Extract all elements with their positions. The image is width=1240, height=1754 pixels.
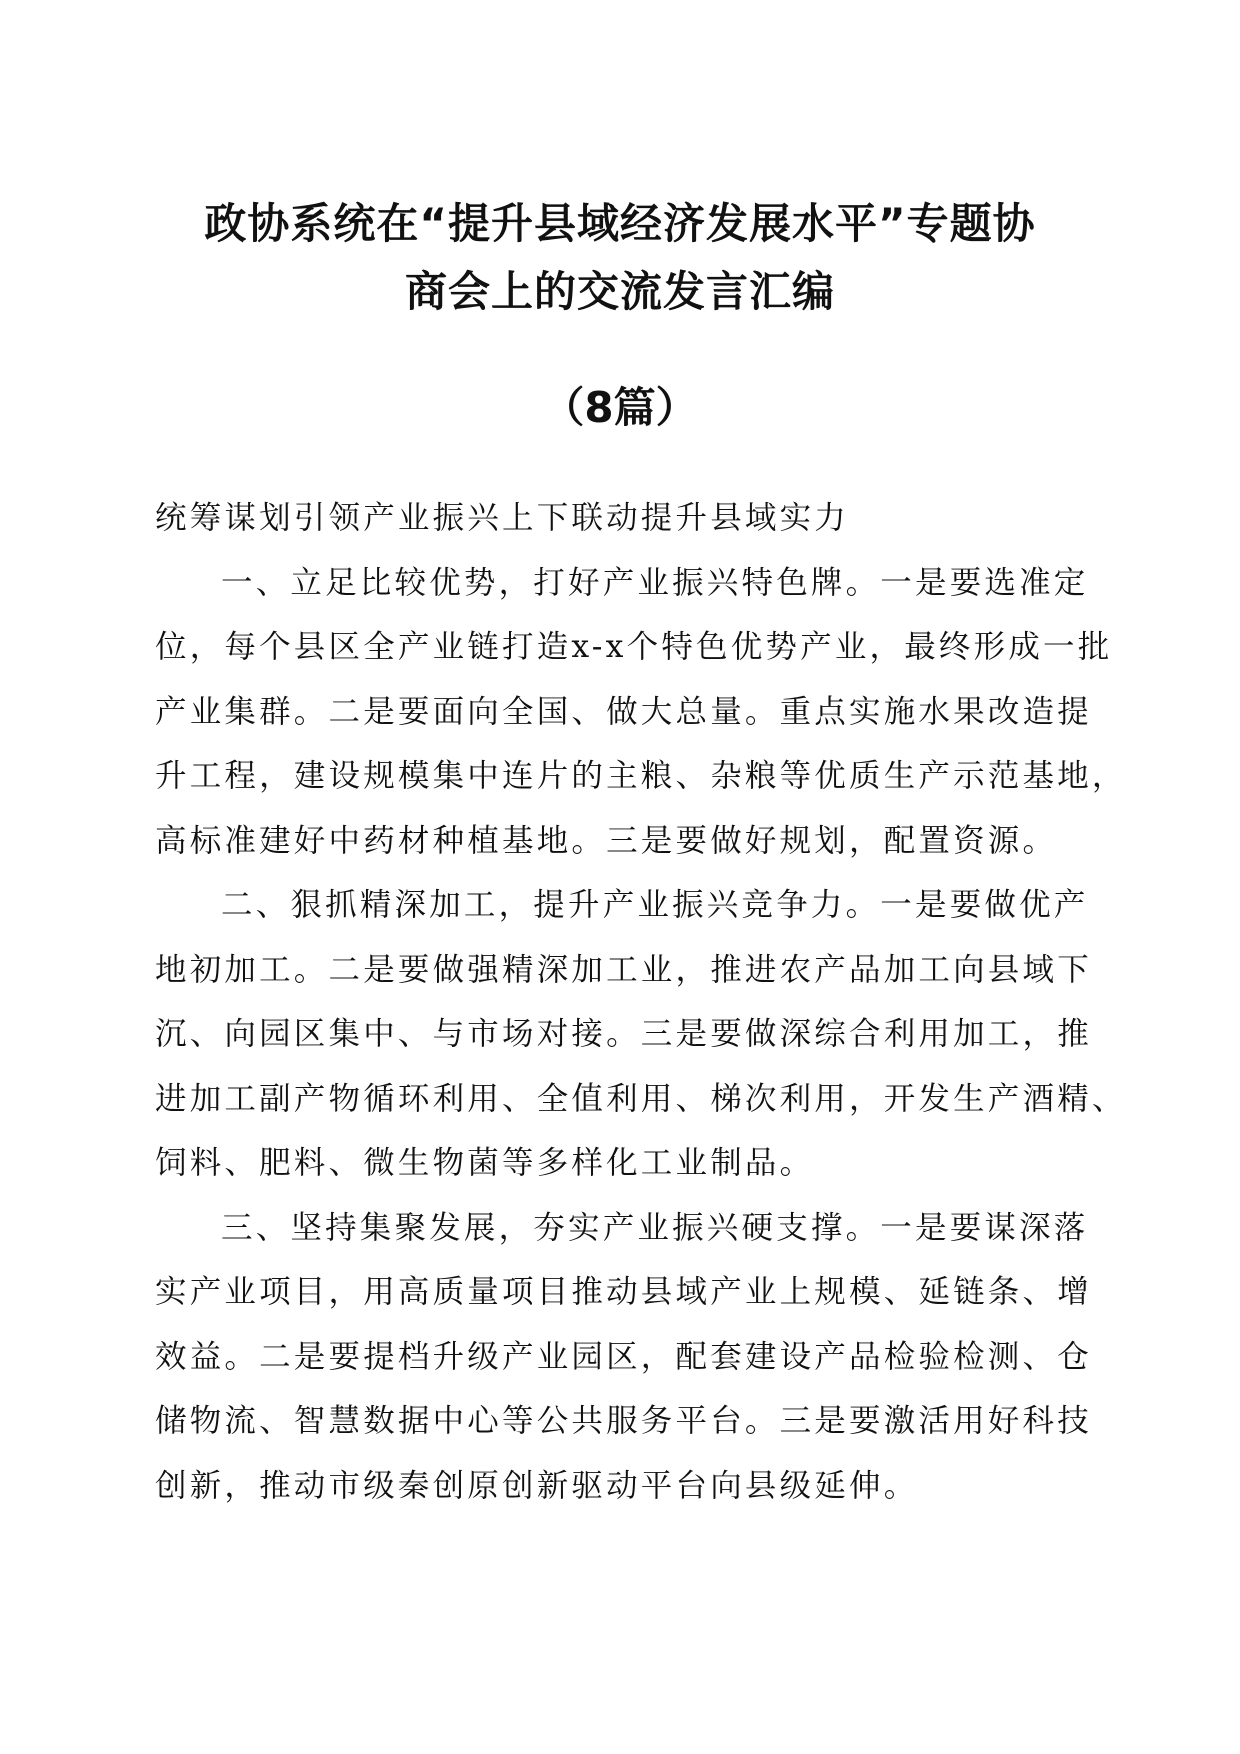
paragraph-line: 位，每个县区全产业链打造x-x个特色优势产业，最终形成一批 — [155, 629, 1113, 665]
paragraph-line: 地初加工。二是要做强精深加工业，推进农产品加工向县域下 — [155, 951, 1092, 988]
paragraph-line: 实产业项目，用高质量项目推动县域产业上规模、延链条、增 — [155, 1274, 1092, 1310]
paragraph-line: 升工程，建设规模集中连片的主粮、杂粮等优质生产示范基地， — [155, 758, 1127, 794]
paragraph-line: 三、坚持集聚发展，夯实产业振兴硬支撑。一是要谋深落 — [221, 1209, 1089, 1246]
title-line: 政协系统在“提升县域经济发展水平”专题协 — [204, 199, 1036, 248]
document-title — [130, 190, 1110, 326]
paragraph-line: 二、狠抓精深加工，提升产业振兴竞争力。一是要做优产 — [221, 887, 1089, 923]
paragraph-line: 储物流、智慧数据中心等公共服务平台。三是要激活用好科技 — [155, 1403, 1092, 1439]
paragraph-line: 一、立足比较优势，打好产业振兴特色牌。一是要选准定 — [221, 564, 1089, 601]
paragraph-line: 创新，推动市级秦创原创新驱动平台向县级延伸。 — [155, 1467, 919, 1504]
document-body — [155, 486, 1127, 1518]
paragraph-line: 饲料、肥料、微生物菌等多样化工业制品。 — [155, 1145, 815, 1181]
paragraph-line: 进加工副产物循环利用、全值利用、梯次利用，开发生产酒精、 — [155, 1080, 1127, 1117]
paragraph-line: 沉、向园区集中、与市场对接。三是要做深综合利用加工，推 — [155, 1016, 1092, 1052]
paragraph-line: 高标准建好中药材种植基地。三是要做好规划，配置资源。 — [155, 822, 1058, 859]
paragraph-line: 产业集群。二是要面向全国、做大总量。重点实施水果改造提 — [155, 693, 1092, 730]
subtitle-line: 统筹谋划引领产业振兴上下联动提升县域实力 — [155, 500, 850, 536]
article-count: （8篇） — [542, 383, 698, 432]
title-line: 商会上的交流发言汇编 — [404, 267, 835, 316]
paragraph-line: 效益。二是要提档升级产业园区，配套建设产品检验检测、仓 — [155, 1338, 1092, 1375]
